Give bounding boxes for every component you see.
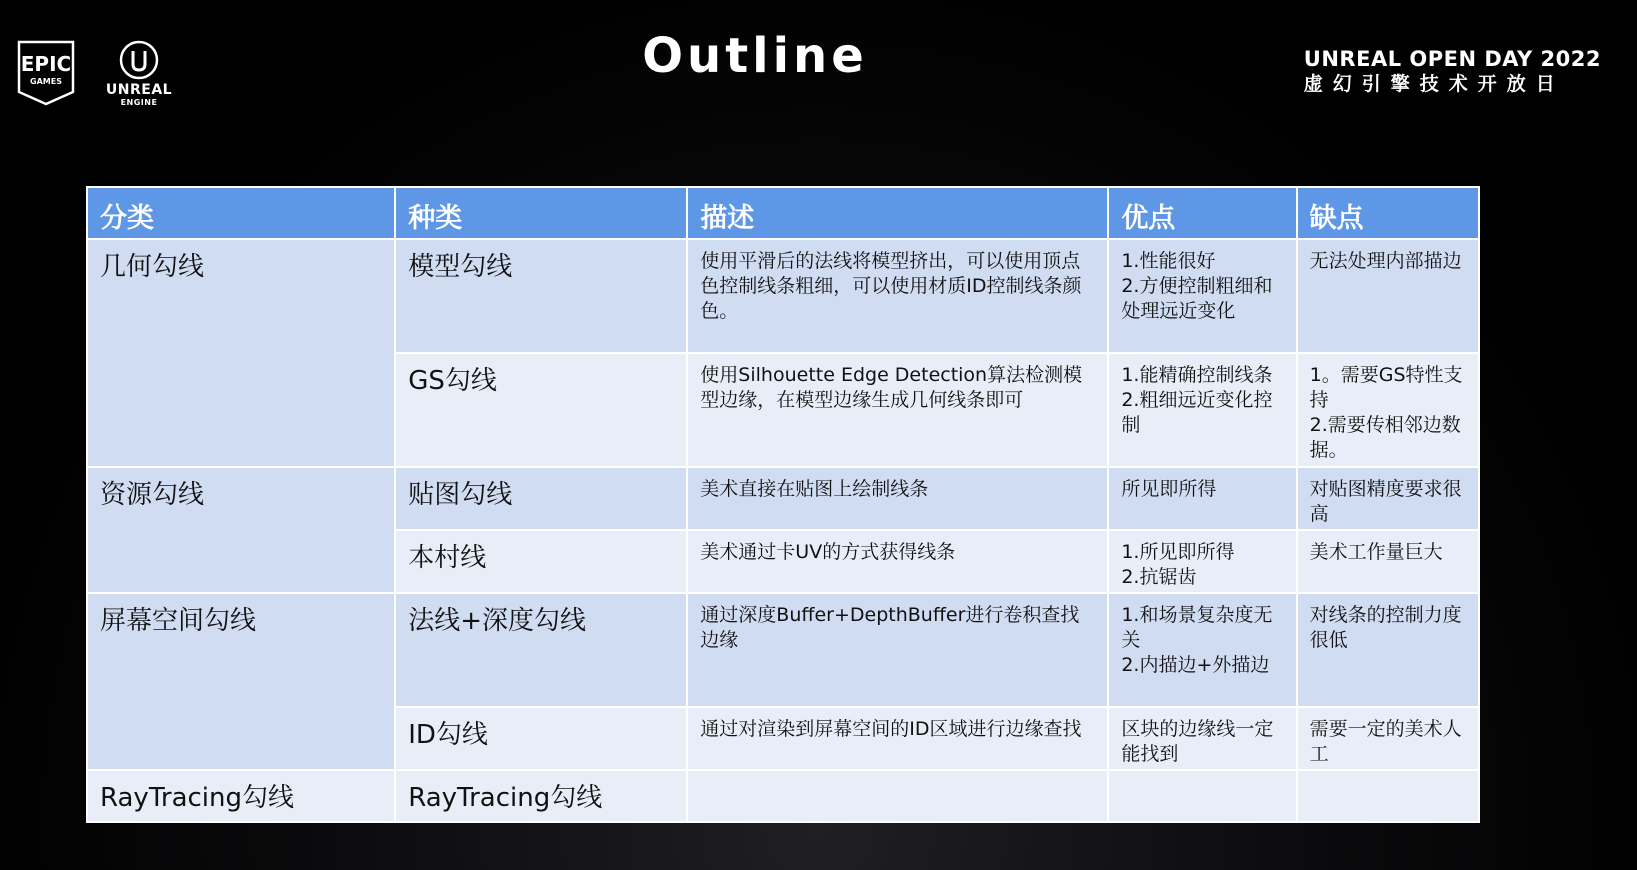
cons-cell: 对线条的控制力度很低 (1297, 593, 1479, 707)
outline-table (86, 186, 1480, 823)
pros-cell: 1.能精确控制线条 2.粗细远近变化控制 (1108, 353, 1296, 467)
table-row (87, 593, 1479, 707)
event-name-en: UNREAL OPEN DAY 2022 (1303, 47, 1601, 71)
header-description: 描述 (687, 187, 1108, 239)
cons-cell: 对贴图精度要求很高 (1297, 467, 1479, 530)
table-row (87, 239, 1479, 353)
description-cell: 使用Silhouette Edge Detection算法检测模型边缘，在模型边缘生成几何线条即可 (687, 353, 1108, 467)
cons-cell: 美术工作量巨大 (1297, 530, 1479, 593)
category-cell: 几何勾线 (87, 239, 395, 467)
header-pros: 优点 (1108, 187, 1296, 239)
table-header-row (87, 187, 1479, 239)
description-cell (687, 770, 1108, 822)
epic-logo-word: EPIC (20, 52, 72, 76)
page-title: Outline (642, 28, 868, 84)
epic-logo-sub: GAMES (30, 77, 62, 86)
ue-logo-sub: ENGINE (120, 98, 158, 107)
kind-cell: RayTracing勾线 (395, 770, 687, 822)
pros-cell: 1.和场景复杂度无关 2.内描边+外描边 (1108, 593, 1296, 707)
pros-cell: 1.性能很好 2.方便控制粗细和处理远近变化 (1108, 239, 1296, 353)
header-kind: 种类 (395, 187, 687, 239)
cons-cell (1297, 770, 1479, 822)
table-row (87, 467, 1479, 530)
description-cell: 通过对渲染到屏幕空间的ID区域进行边缘查找 (687, 707, 1108, 770)
kind-cell: 模型勾线 (395, 239, 687, 353)
kind-cell: 本村线 (395, 530, 687, 593)
pros-cell: 所见即所得 (1108, 467, 1296, 530)
cons-cell: 1。需要GS特性支持 2.需要传相邻边数据。 (1297, 353, 1479, 467)
pros-cell (1108, 770, 1296, 822)
table-row (87, 770, 1479, 822)
category-cell: RayTracing勾线 (87, 770, 395, 822)
description-cell: 美术直接在贴图上绘制线条 (687, 467, 1108, 530)
cons-cell: 需要一定的美术人工 (1297, 707, 1479, 770)
cons-cell: 无法处理内部描边 (1297, 239, 1479, 353)
kind-cell: GS勾线 (395, 353, 687, 467)
pros-cell: 区块的边缘线一定能找到 (1108, 707, 1296, 770)
category-cell: 资源勾线 (87, 467, 395, 593)
description-cell: 美术通过卡UV的方式获得线条 (687, 530, 1108, 593)
description-cell: 通过深度Buffer+DepthBuffer进行卷积查找边缘 (687, 593, 1108, 707)
header-category: 分类 (87, 187, 395, 239)
pros-cell: 1.所见即所得 2.抗锯齿 (1108, 530, 1296, 593)
category-cell: 屏幕空间勾线 (87, 593, 395, 770)
kind-cell: ID勾线 (395, 707, 687, 770)
kind-cell: 贴图勾线 (395, 467, 687, 530)
description-cell: 使用平滑后的法线将模型挤出，可以使用顶点色控制线条粗细，可以使用材质ID控制线条颜色。 (687, 239, 1108, 353)
event-name-zh: 虚幻引擎技术开放日 (1303, 73, 1565, 95)
event-badge (1304, 46, 1601, 96)
ue-logo-word: UNREAL (105, 82, 173, 98)
kind-cell: 法线+深度勾线 (395, 593, 687, 707)
header-cons: 缺点 (1297, 187, 1479, 239)
